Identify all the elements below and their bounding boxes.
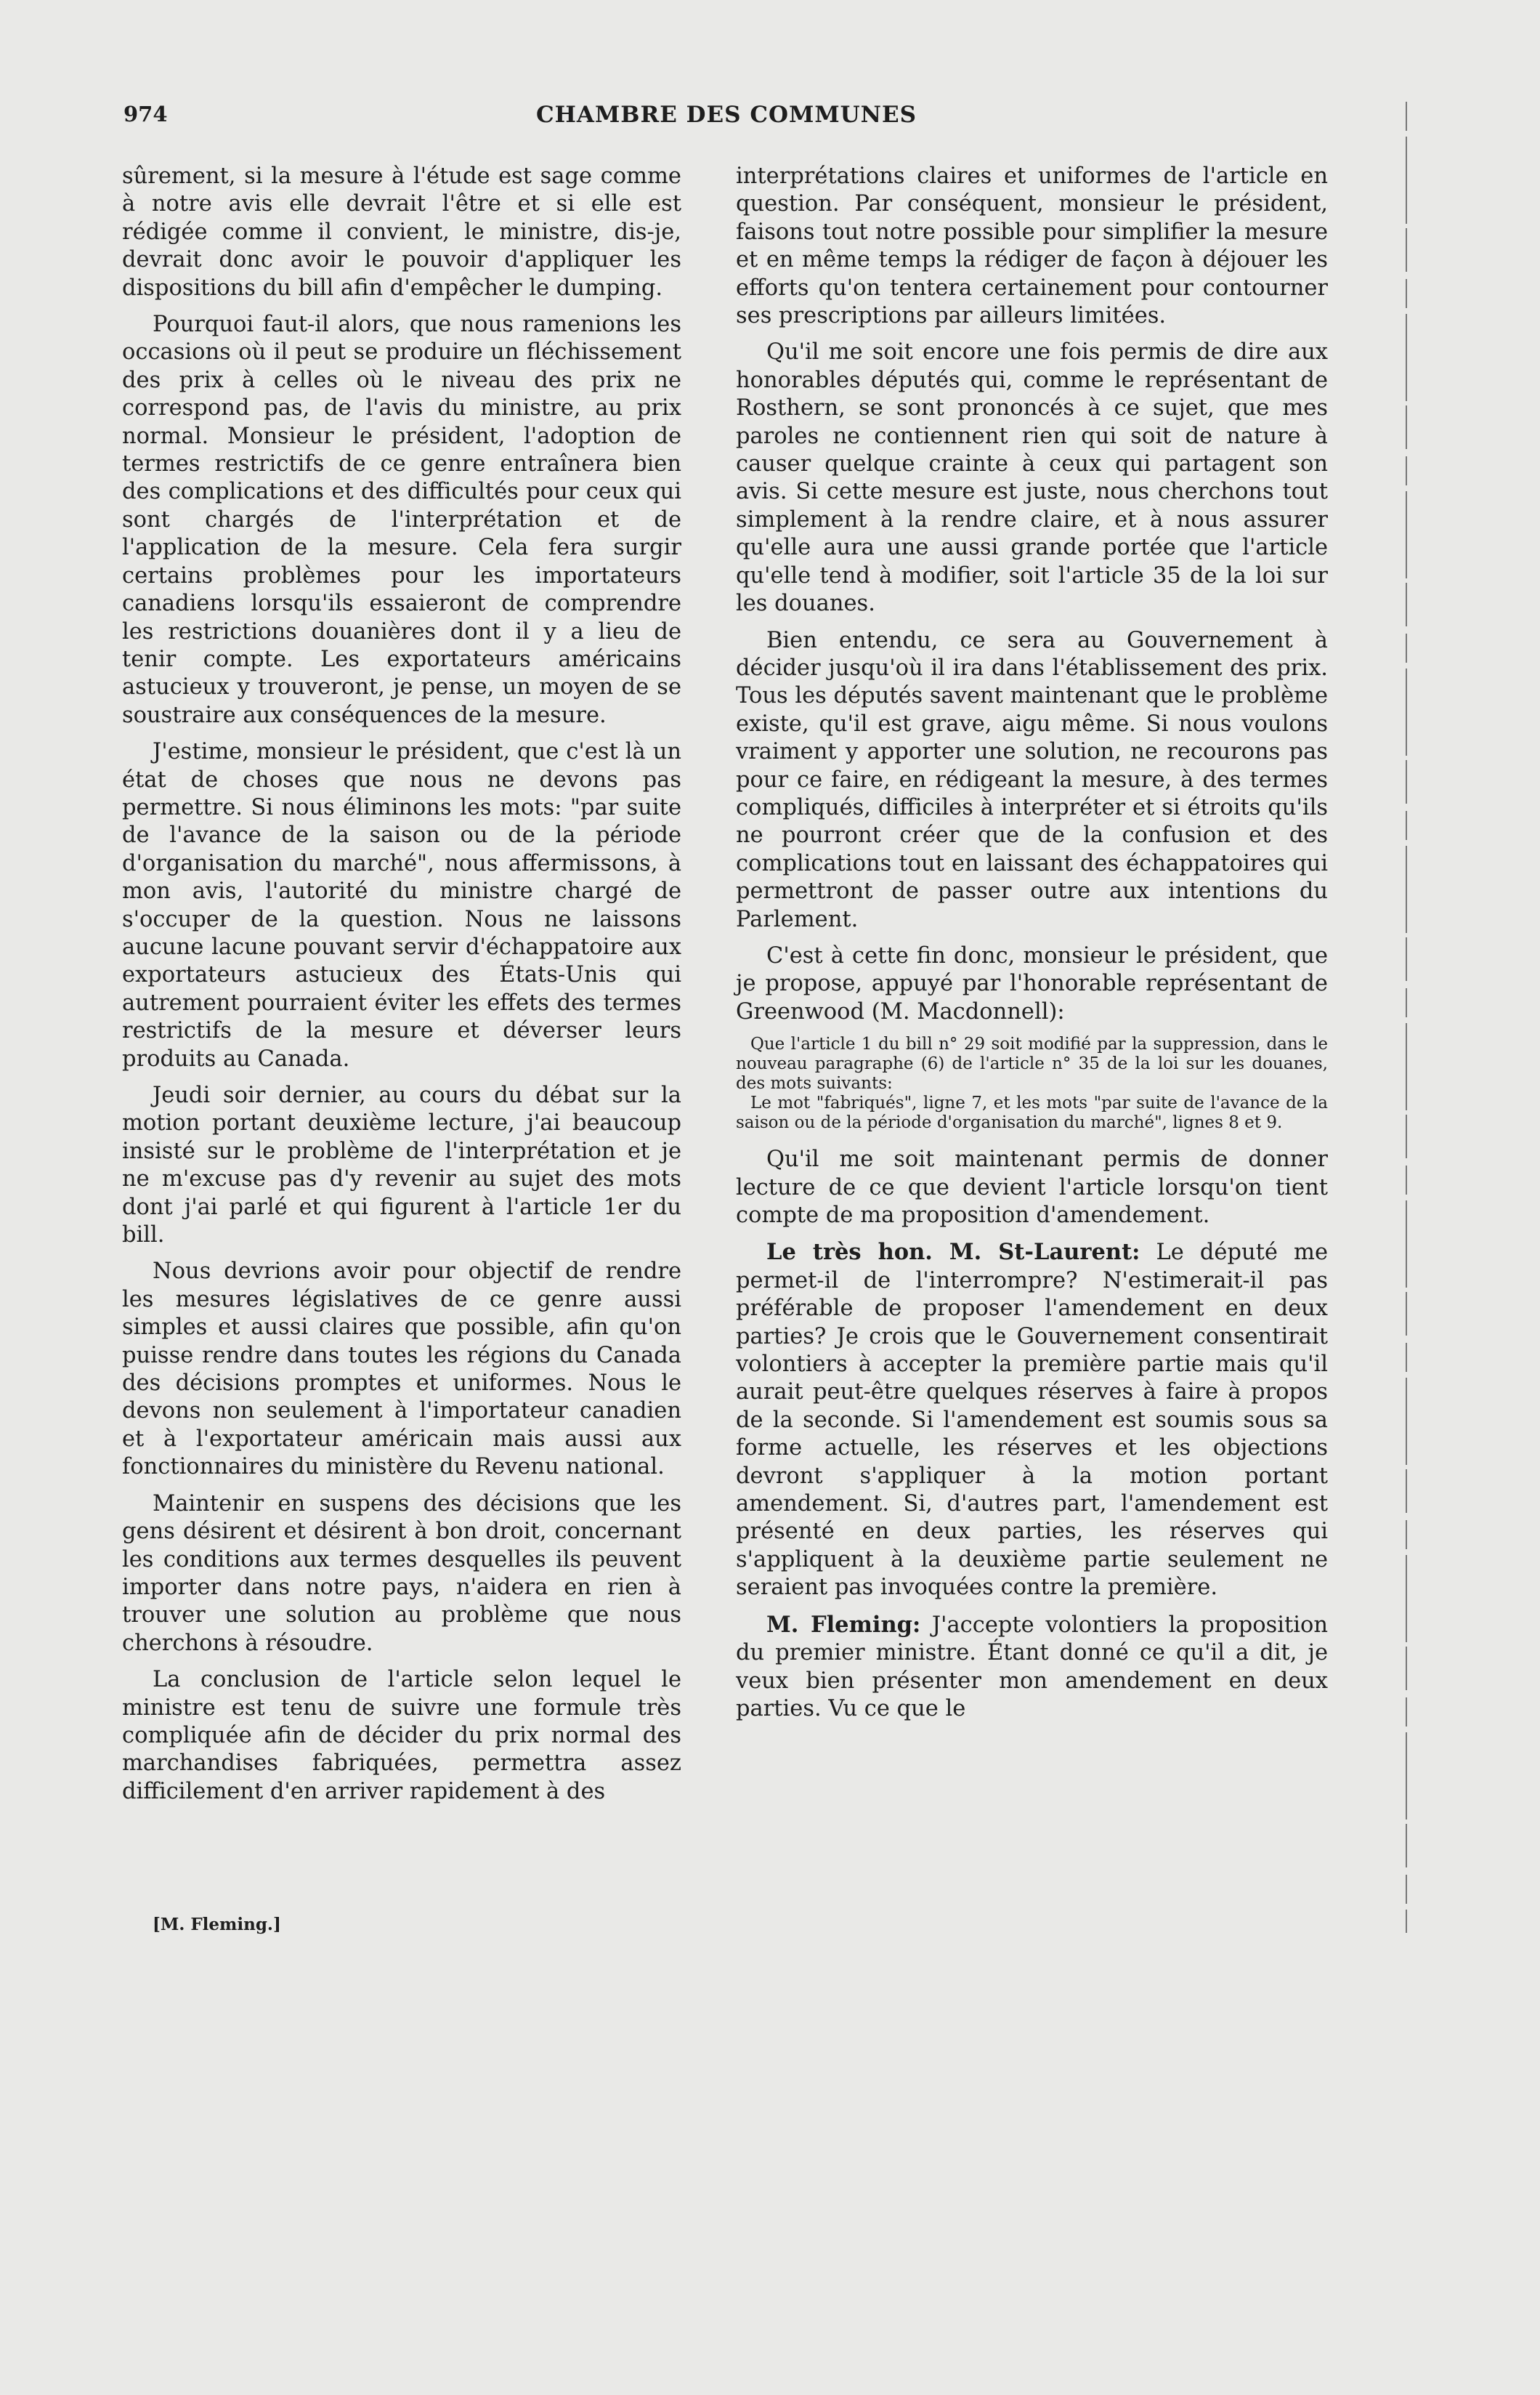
page-header <box>123 102 1329 138</box>
speech-text: Le député me permet-il de l'interrompre? N'estimerait-il pas préférable de proposer l'amendement en deux parties? Je crois que le Gouvernement consentirait volontiers à accepter la première partie mais qu'il aurait peut-être quelques réserves à faire à propos de la seconde. Si l'amendement est soumis sous sa forme actuelle, les réserves et les objections devront s'appliquer à la motion portant amendement. Si, d'autres part, l'amendement est présenté en deux parties, les réserves qui s'appliquent à la deuxième partie seulement ne seraient pas invoquées contre la première. <box>736 1240 1328 1601</box>
paragraph: Maintenir en suspens des décisions que les gens désirent et désirent à bon droit, concernant les conditions aux termes desquelles ils peuvent importer dans notre pays, n'aidera en rien à trouver une solution au problème que nous cherchons à résoudre. <box>122 1490 681 1656</box>
paragraph: Bien entendu, ce sera au Gouvernement à décider jusqu'où il ira dans l'établissement des prix. Tous les députés savent maintenant que le problème existe, qu'il est grave, aigu même. Si nous voulons vraiment y apporter une solution, ne recourons pas pour ce faire, en rédigeant la mesure, à des termes compliqués, difficiles à interpréter et si étroits qu'ils ne pourront créer que de la confusion et des complications tout en laissant des échappatoires qui permettront de passer outre aux intentions du Parlement. <box>736 627 1328 932</box>
paragraph: Pourquoi faut-il alors, que nous ramenions les occasions où il peut se produire un fléchissement des prix à celles où le niveau des prix ne correspond pas, de l'avis du ministre, au prix normal. Monsieur le président, l'adoption de termes restrictifs de ce genre entraînera bien des complications et des difficultés pour ceux qui sont chargés de l'interprétation et de l'application de la mesure. Cela fera surgir certains problèmes pour les importateurs canadiens lorsqu'ils essaieront de comprendre les restrictions douanières dont il y a lieu de tenir compte. Les exportateurs américains astucieux y trouveront, je pense, un moyen de se soustraire aux conséquences de la mesure. <box>122 312 681 728</box>
speech <box>736 1238 1328 1602</box>
quote-paragraph: Le mot "fabriqués", ligne 7, et les mots "par suite de l'avance de la saison ou de la période d'organisation du marché", lignes 8 et 9. <box>736 1094 1328 1133</box>
binding-edge-marks <box>1402 102 1411 1933</box>
paragraph: sûrement, si la mesure à l'étude est sage comme à notre avis elle devrait l'être et si elle est rédigée comme il convient, le ministre, dis-je, devrait donc avoir le pouvoir d'appliquer les dispositions du bill afin d'empêcher le dumping. <box>122 163 681 301</box>
paragraph: Qu'il me soit encore une fois permis de dire aux honorables députés qui, comme le représentant de Rosthern, se sont prononcés à ce sujet, que mes paroles ne contiennent rien qui soit de nature à causer quelque crainte à ceux qui partagent son avis. Si cette mesure est juste, nous cherchons tout simplement à la rendre claire, et à nous assurer qu'elle aura une aussi grande portée que l'article qu'elle tend à modifier, soit l'article 35 de la loi sur les douanes. <box>736 339 1328 617</box>
paragraph: Jeudi soir dernier, au cours du débat sur la motion portant deuxième lecture, j'ai beaucoup insisté sur le problème de l'interprétation et je ne m'excuse pas d'y revenir au sujet des mots dont j'ai parlé et qui figurent à l'article 1er du bill. <box>122 1083 681 1248</box>
paragraph: Qu'il me soit maintenant permis de donner lecture de ce que devient l'article lorsqu'on tient compte de ma proposition d'amendement. <box>736 1147 1328 1228</box>
page-number: 974 <box>123 102 168 126</box>
speaker-attribution: [M. Fleming.] <box>153 1915 281 1934</box>
amendment-quote <box>736 1035 1328 1133</box>
paragraph: Nous devrions avoir pour objectif de rendre les mesures législatives de ce genre aussi simples et aussi claires que possible, afin qu'on puisse rendre dans toutes les régions du Canada des décisions promptes et uniformes. Nous le devons non seulement à l'importateur canadien et à l'exportateur américain mais aussi aux fonctionnaires du ministère du Revenu national. <box>122 1259 681 1480</box>
paragraph: J'estime, monsieur le président, que c'est là un état de choses que nous ne devons pas permettre. Si nous éliminons les mots: "par suite de l'avance de la saison ou de la période d'organisation du marché", nous affermissons, à mon avis, l'autorité du ministre chargé de s'occuper de la question. Nous ne laissons aucune lacune pouvant servir d'échappatoire aux exportateurs astucieux des États-Unis qui autrement pourraient éviter les effets des termes restrictifs de la mesure et déverser leurs produits au Canada. <box>122 739 681 1072</box>
speaker-name: M. Fleming: <box>766 1611 921 1638</box>
left-column <box>122 163 681 1814</box>
right-column <box>736 163 1328 1732</box>
speech <box>736 1611 1328 1724</box>
paragraph: interprétations claires et uniformes de l'article en question. Par conséquent, monsieur le président, faisons tout notre possible pour simplifier la mesure et en même temps la rédiger de façon à déjouer les efforts qu'on tentera certainement pour contourner ses prescriptions par ailleurs limitées. <box>736 163 1328 329</box>
paragraph: C'est à cette fin donc, monsieur le président, que je propose, appuyé par l'honorable représentant de Greenwood (M. Macdonnell): <box>736 942 1328 1025</box>
speech-text: J'accepte volontiers la proposition du premier ministre. Étant donné ce qu'il a dit, je veux bien présenter mon amendement en deux parties. Vu ce que le <box>736 1612 1329 1721</box>
paragraph: La conclusion de l'article selon lequel le ministre est tenu de suivre une formule très compliquée afin de décider du prix normal des marchandises fabriquées, permettra assez difficilement d'en arriver rapidement à des <box>122 1667 681 1804</box>
speaker-name: Le très hon. M. St-Laurent: <box>766 1239 1140 1266</box>
quote-paragraph: Que l'article 1 du bill n° 29 soit modifié par la suppression, dans le nouveau paragraphe (6) de l'article n° 35 de la loi sur les douanes, des mots suivants: <box>736 1035 1328 1094</box>
page-title: CHAMBRE DES COMMUNES <box>535 102 917 128</box>
